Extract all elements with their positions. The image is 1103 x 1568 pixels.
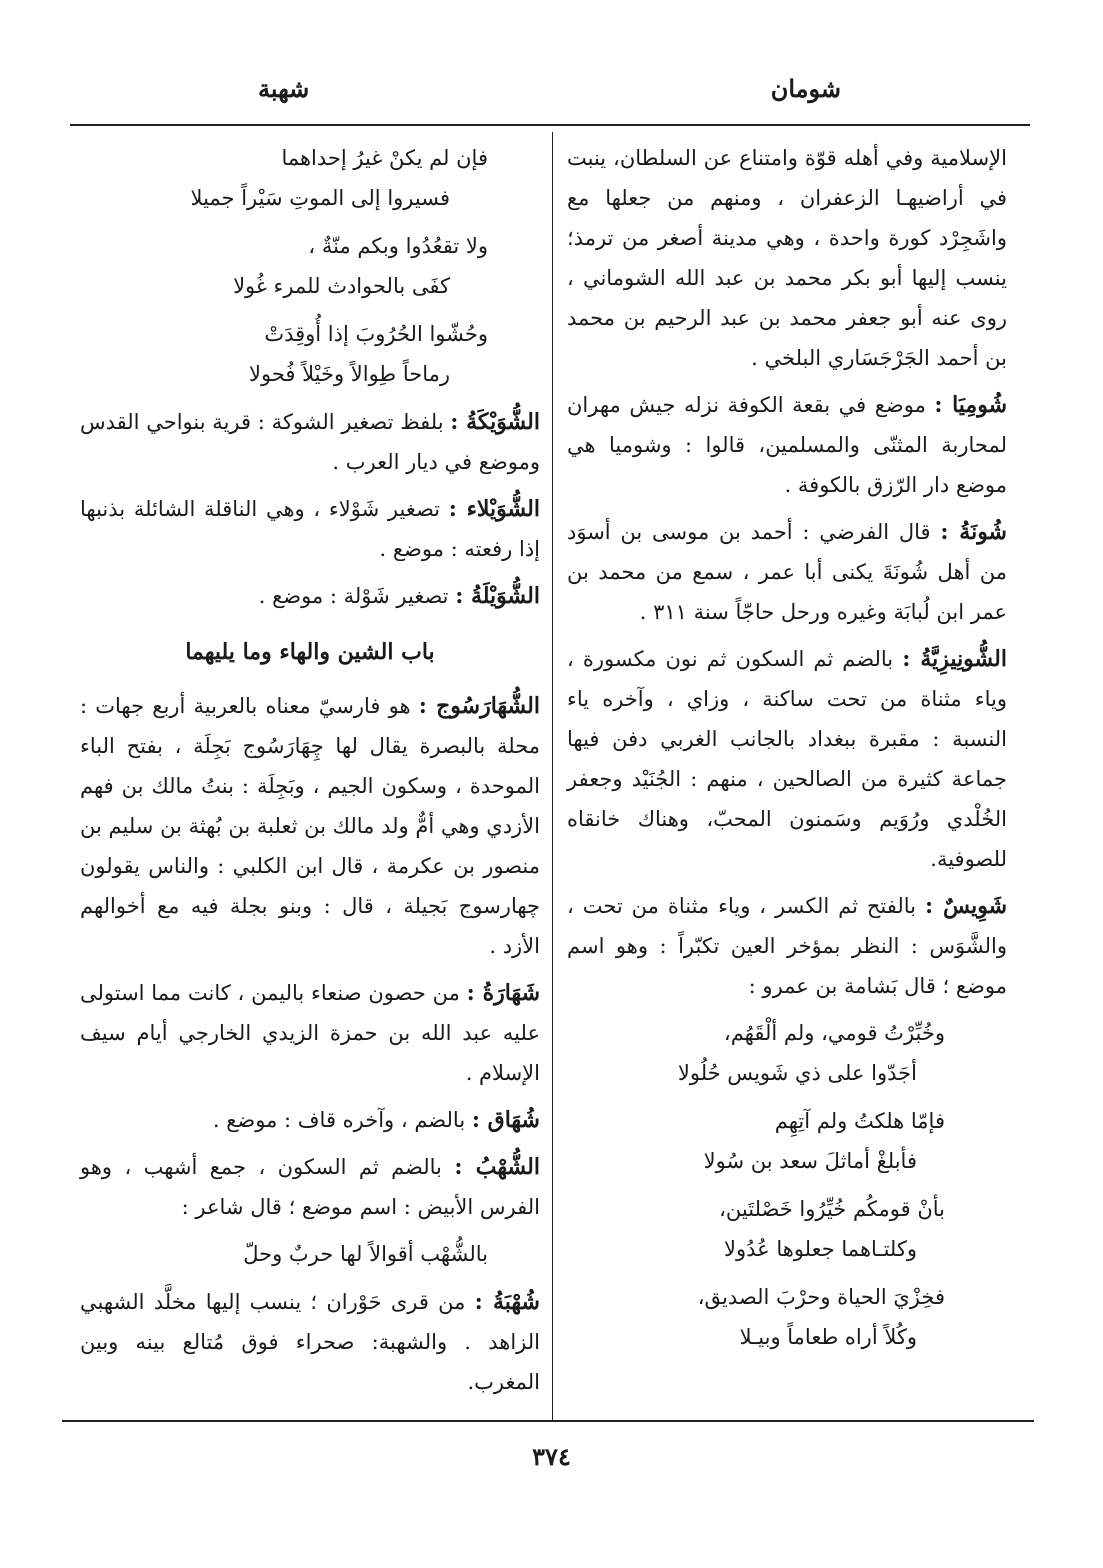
entry-headword: شَوِيسٌ : bbox=[924, 893, 1007, 919]
entry-headword: الشُّهْبُ : bbox=[454, 1154, 540, 1180]
dictionary-entry bbox=[80, 576, 540, 616]
dictionary-entry bbox=[80, 973, 540, 1093]
running-head-right: شومان bbox=[770, 74, 841, 103]
entry-headword: الشُّوَيْلاء : bbox=[448, 496, 540, 522]
entry-headword: شُونَةُ : bbox=[940, 519, 1007, 545]
dictionary-entry bbox=[567, 886, 1007, 1006]
running-head-left: شهبة bbox=[258, 74, 310, 103]
poem-verse bbox=[567, 1189, 1007, 1269]
dictionary-entry bbox=[567, 385, 1007, 505]
verse-line: بأنْ قومكُم خُيِّرُوا خَصْلتَين، bbox=[719, 1197, 945, 1221]
poem-verse bbox=[567, 1277, 1007, 1357]
entry-text: بلفظ تصغير الشوكة : قرية بنواحي القدس وموضع في ديار العرب . bbox=[80, 410, 540, 474]
entry-text: قال الفرضي : أحمد بن موسى بن أسوَد من أهل شُونَةَ يكنى أبا عمر ، سمع من محمد بن عمر ابن لُبابَة وغيره ورحل حاجّاً سنة ٣١١ . bbox=[567, 520, 1007, 624]
entry-text: تصغير شَوْلاء ، وهي الناقلة الشائلة بذنبها إذا رفعته : موضع . bbox=[80, 497, 540, 561]
dictionary-entry bbox=[567, 639, 1007, 879]
entry-text: الإسلامية وفي أهله قوّة وامتناع عن السلطان، ينبت في أراضيهـا الزعفران ، ومنهم من جعلها مع واشَجِرْد كورة واحدة ، وهي مدينة أصغر من ترمذ؛ ينسب إليها أبو بكر محمد بن عبد الله الشوماني ، روى عنه أبو جعفر محمد بن عبد الرحيم بن محمد بن أحمد الجَرْجَسَاري البلخي . bbox=[567, 146, 1007, 370]
entry-headword: الشُّوَيْلَةُ : bbox=[455, 583, 540, 609]
verse-line: وكلتـاهما جعلوها عُدُولا bbox=[724, 1237, 917, 1261]
verse-line: فإن لم يكنْ غيرُ إحداهما bbox=[281, 146, 488, 170]
entry-text: من قرى حَوْران ؛ ينسب إليها مخلَّد الشهبي الزاهد . والشهبة: صحراء فوق مُتالع بينه وبين المغرب. bbox=[80, 1290, 540, 1394]
dictionary-entry bbox=[80, 686, 540, 966]
dictionary-entry bbox=[80, 1100, 540, 1140]
verse-line: فسيروا إلى الموتِ سَيْراً جميلا bbox=[190, 186, 450, 210]
verse-line: وخُبِّرْتُ قومي، ولم ألْقَهُم، bbox=[723, 1021, 945, 1045]
header-rule bbox=[70, 124, 1030, 126]
poem-verse bbox=[80, 226, 540, 306]
page-number: ٣٧٤ bbox=[532, 1442, 571, 1471]
verse-line: رماحاً طِوالاً وخَيْلاً فُحولا bbox=[249, 362, 450, 386]
verse-line: وكُلاً أراه طعاماً وبيـلا bbox=[739, 1325, 917, 1349]
right-column bbox=[567, 138, 1007, 1365]
section-heading: باب الشين والهاء وما يليهما bbox=[185, 639, 435, 665]
entry-text: بالضم ثم السكون ، جمع أشهب ، وهو الفرس الأبيض : اسم موضع ؛ قال شاعر : bbox=[80, 1155, 540, 1219]
entry-text: تصغير شَوْلة : موضع . bbox=[258, 584, 449, 608]
dictionary-entry bbox=[80, 402, 540, 482]
entry-text: بالضم ثم السكون ثم نون مكسورة ، وياء مثناة من تحت ساكنة ، وزاي ، وآخره ياء النسبة : مقبرة ببغداد بالجانب الغربي دفن فيها جماعة كثيرة من الصالحين ، منهم : الجُنَيْد وجعفر الخُلْدي ورُوَيم وسَمنون المحبّ، وهناك خانقاه للصوفية. bbox=[567, 647, 1007, 871]
dictionary-entry bbox=[80, 489, 540, 569]
verse-line: وحُشّوا الحُرُوبَ إذا أُوقِدَتْ bbox=[264, 322, 488, 346]
entry-headword: شَهَارَةُ : bbox=[466, 980, 540, 1006]
verse-line: ولا تقعُدُوا وبكم منّةٌ ، bbox=[308, 234, 488, 258]
verse-line: فخِزْيَ الحياة وحرْبَ الصديق، bbox=[697, 1285, 945, 1309]
poem-verse bbox=[80, 314, 540, 394]
verse-line: فأبلغْ أماثلَ سعد بن سُولا bbox=[703, 1149, 917, 1173]
entry-headword: الشُّهَارَسُوج : bbox=[418, 693, 540, 719]
poem-verse bbox=[567, 1101, 1007, 1181]
verse-line: كفَى بالحوادث للمرء غُولا bbox=[233, 274, 450, 298]
column-divider bbox=[552, 132, 553, 1420]
entry-headword: شُهَاق : bbox=[471, 1107, 540, 1133]
poem-verse bbox=[567, 1013, 1007, 1093]
poem-verse bbox=[80, 1234, 540, 1274]
dictionary-entry bbox=[80, 1147, 540, 1227]
entry-headword: شُومِيَا : bbox=[934, 392, 1007, 418]
verse-line: بالشُّهْب أقوالاً لها حربٌ وحلّ bbox=[243, 1242, 488, 1266]
entry-text: موضع في بقعة الكوفة نزله جيش مهران لمحاربة المثنّى والمسلمين، قالوا : وشوميا هي موضع دار الرّزق بالكوفة . bbox=[567, 393, 1007, 497]
entry-text: بالفتح ثم الكسر ، وياء مثناة من تحت ، والشَّوَس : النظر بمؤخر العين تكبّراً : وهو اسم موضع ؛ قال بَشامة بن عمرو : bbox=[567, 894, 1007, 998]
poem-verse bbox=[80, 138, 540, 218]
dictionary-entry bbox=[567, 512, 1007, 632]
verse-line: أجَدّوا على ذي شَويس حُلُولا bbox=[677, 1061, 917, 1085]
entry-text: بالضم ، وآخره قاف : موضع . bbox=[212, 1108, 466, 1132]
entry-text: هو فارسيّ معناه بالعربية أربع جهات : محلة بالبصرة يقال لها چِهَارَسُوج بَجِلَة ، بفتح الباء الموحدة ، وسكون الجيم ، وبَجِلَة : بنتُ مالك بن فهم الأزدي وهي أمٌّ ولد مالك بن ثعلبة بن بُهثة بن سليم بن منصور بن عكرمة ، قال ابن الكلبي : والناس يقولون چهارسوج بَجيلة ، قال : وبنو بجلة فيه مع أخوالهم الأزد . bbox=[80, 694, 540, 958]
entry-text: من حصون صنعاء باليمن ، كانت مما استولى عليه عبد الله بن حمزة الزيدي الخارجي أيام سيف الإسلام . bbox=[80, 981, 540, 1085]
dictionary-entry bbox=[80, 1282, 540, 1402]
left-column bbox=[80, 138, 540, 1409]
verse-line: فإمّا هلكتُ ولم آتِهِم bbox=[774, 1109, 945, 1133]
entry-headword: الشُّونِيزِيَّةُ : bbox=[902, 646, 1007, 672]
entry-headword: شُهْبَةُ : bbox=[474, 1289, 540, 1315]
footer-rule bbox=[62, 1420, 1034, 1422]
continued-paragraph bbox=[567, 138, 1007, 378]
entry-headword: الشُّوَيْكَةُ : bbox=[450, 409, 540, 435]
